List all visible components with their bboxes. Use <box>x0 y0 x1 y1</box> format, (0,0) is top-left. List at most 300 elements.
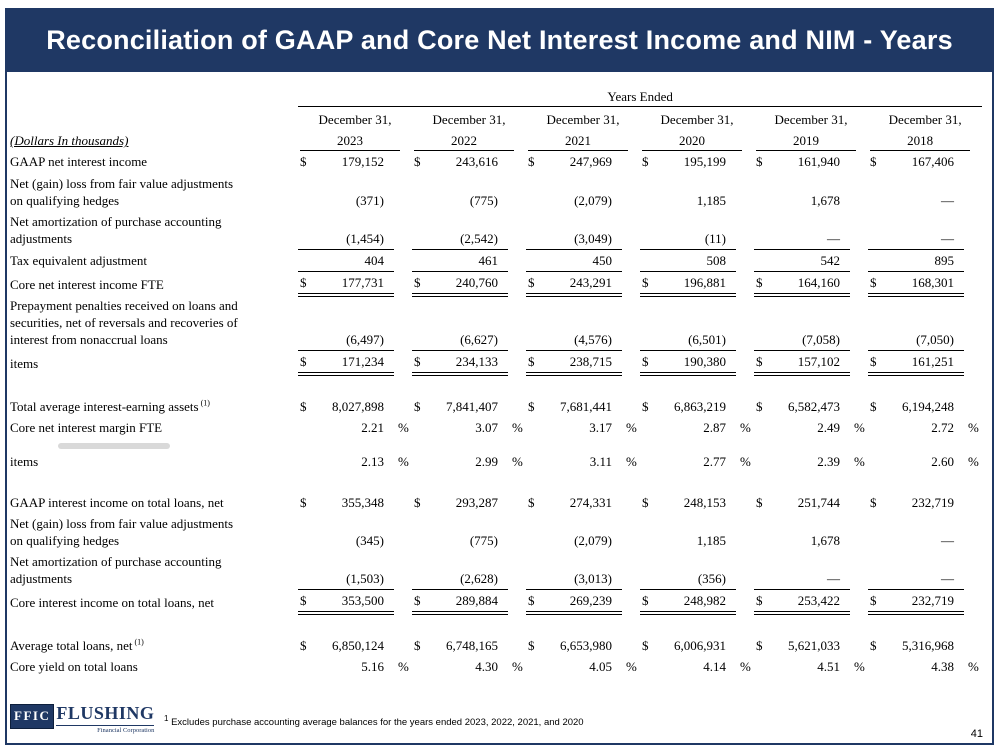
percent-cell <box>736 249 754 271</box>
value-cell: 238,715 <box>544 351 622 375</box>
value-cell: 2.99 <box>475 453 498 469</box>
footnote-marker: 1 <box>164 713 169 723</box>
currency-cell: $ <box>640 589 658 613</box>
row-label: Core yield on total loans <box>10 659 138 675</box>
percent-cell <box>508 295 526 350</box>
percent-cell <box>394 396 412 417</box>
value-cell: 161,251 <box>886 351 964 375</box>
value-cell: 461 <box>430 249 508 271</box>
value-cell: 6,006,931 <box>674 638 726 654</box>
value-cell: 171,234 <box>316 351 394 375</box>
percent-cell: % <box>968 659 979 675</box>
currency-cell: $ <box>298 589 316 613</box>
logo-wordmark <box>56 704 154 734</box>
row-label: items <box>10 356 39 372</box>
currency-cell: $ <box>868 589 886 613</box>
currency-cell: $ <box>642 154 649 170</box>
currency-cell <box>868 295 886 350</box>
percent-cell <box>622 513 640 551</box>
value-cell: (4,576) <box>544 295 622 350</box>
percent-cell <box>622 271 640 295</box>
currency-cell: $ <box>756 154 763 170</box>
value-cell: 2.21 <box>361 420 384 436</box>
currency-cell <box>298 211 316 249</box>
spacer-row <box>10 613 982 635</box>
currency-cell: $ <box>412 271 430 295</box>
year-header <box>526 130 640 151</box>
value-cell: 157,102 <box>772 351 850 375</box>
percent-cell <box>622 635 640 656</box>
currency-cell <box>640 173 658 211</box>
percent-cell <box>622 211 640 249</box>
percent-cell <box>850 513 868 551</box>
currency-cell: $ <box>756 494 763 510</box>
logo-subtitle: Financial Corporation <box>56 725 154 734</box>
row-label: Net amortization of purchase accounting adjustments <box>10 554 222 587</box>
percent-cell <box>736 492 754 513</box>
value-cell: 8,027,898 <box>332 399 384 415</box>
year-label: 2019 <box>756 132 856 151</box>
currency-cell <box>412 295 430 350</box>
value-cell: (2,628) <box>430 551 508 589</box>
currency-cell: $ <box>640 351 658 375</box>
company-logo <box>10 704 154 734</box>
percent-cell <box>850 271 868 295</box>
value-cell: 190,380 <box>658 351 736 375</box>
percent-cell <box>850 211 868 249</box>
currency-cell <box>640 417 658 438</box>
value-cell: 177,731 <box>316 271 394 295</box>
currency-cell <box>298 417 316 438</box>
percent-cell: % <box>626 453 637 469</box>
value-cell: (2,079) <box>574 532 612 548</box>
row-label: Core net interest income FTE <box>10 276 164 292</box>
percent-cell <box>508 635 526 656</box>
redaction-artifact <box>58 443 170 449</box>
percent-cell <box>964 551 982 589</box>
row-label: GAAP interest income on total loans, net <box>10 494 224 510</box>
row-label: Average total loans, net $^{(1)}$ <box>10 637 144 654</box>
footnote-text: Excludes purchase accounting average balances for the years ended 2023, 2022, 2021, and 2020 <box>171 717 584 728</box>
currency-cell: $ <box>756 638 763 654</box>
percent-cell <box>964 351 982 375</box>
percent-cell <box>736 396 754 417</box>
percent-cell <box>394 635 412 656</box>
year-header <box>412 130 526 151</box>
currency-cell <box>526 417 544 438</box>
currency-cell: $ <box>640 271 658 295</box>
percent-cell <box>394 351 412 375</box>
value-cell: 895 <box>886 249 964 271</box>
spacer-row <box>10 374 982 396</box>
percent-cell <box>508 396 526 417</box>
percent-cell <box>508 492 526 513</box>
currency-cell <box>868 551 886 589</box>
percent-cell <box>394 295 412 350</box>
value-cell: 251,744 <box>797 494 840 510</box>
page-number: 41 <box>970 728 983 740</box>
value-cell: 168,301 <box>886 271 964 295</box>
currency-cell: $ <box>300 154 307 170</box>
percent-cell <box>508 513 526 551</box>
value-cell: 5,316,968 <box>902 638 954 654</box>
date-header: December 31, <box>888 112 962 128</box>
currency-cell: $ <box>642 638 649 654</box>
currency-cell <box>868 513 886 551</box>
percent-cell <box>394 551 412 589</box>
value-cell: (1,454) <box>316 211 394 249</box>
percent-cell <box>850 635 868 656</box>
empty-corner-cell <box>10 86 298 107</box>
currency-cell <box>412 551 430 589</box>
value-cell: 1,678 <box>810 532 840 548</box>
value-cell: 5.16 <box>361 659 384 675</box>
value-cell: (6,627) <box>430 295 508 350</box>
currency-cell <box>526 295 544 350</box>
value-cell: (371) <box>355 192 384 208</box>
value-cell: 4.38 <box>931 659 954 675</box>
currency-cell <box>298 439 316 472</box>
percent-cell: % <box>512 453 523 469</box>
percent-cell <box>394 513 412 551</box>
percent-cell <box>964 589 982 613</box>
value-cell: 248,153 <box>683 494 726 510</box>
date-row <box>10 107 982 131</box>
currency-cell <box>526 656 544 677</box>
value-cell: (775) <box>469 532 498 548</box>
value-cell: — <box>772 551 850 589</box>
value-cell: 404 <box>316 249 394 271</box>
year-label: 2020 <box>642 132 742 151</box>
row-label: Tax equivalent adjustment <box>10 253 147 269</box>
percent-cell <box>622 151 640 172</box>
percent-cell <box>850 551 868 589</box>
currency-cell <box>412 211 430 249</box>
value-cell: 179,152 <box>341 154 384 170</box>
value-cell: 1,185 <box>696 192 726 208</box>
percent-cell: % <box>398 659 409 675</box>
percent-cell <box>394 589 412 613</box>
percent-cell <box>736 173 754 211</box>
percent-cell <box>964 151 982 172</box>
footnote <box>164 713 584 728</box>
percent-cell <box>622 351 640 375</box>
currency-cell <box>298 656 316 677</box>
percent-cell <box>964 635 982 656</box>
value-cell: 234,133 <box>430 351 508 375</box>
value-cell: 450 <box>544 249 622 271</box>
currency-cell <box>526 249 544 271</box>
value-cell: 253,422 <box>772 589 850 613</box>
percent-cell <box>508 589 526 613</box>
currency-cell <box>754 513 772 551</box>
value-cell: (1,503) <box>316 551 394 589</box>
currency-cell <box>754 295 772 350</box>
currency-cell <box>298 513 316 551</box>
currency-cell <box>640 211 658 249</box>
title-bar <box>5 8 994 72</box>
logo-company-name: FLUSHING <box>56 703 155 724</box>
value-cell: 232,719 <box>886 589 964 613</box>
percent-cell <box>508 211 526 249</box>
percent-cell <box>964 492 982 513</box>
percent-cell <box>736 635 754 656</box>
value-cell: (356) <box>658 551 736 589</box>
row-label: Net amortization of purchase accounting adjustments <box>10 213 222 247</box>
percent-cell <box>508 249 526 271</box>
currency-cell <box>526 513 544 551</box>
currency-cell <box>298 295 316 350</box>
currency-cell: $ <box>298 351 316 375</box>
currency-cell <box>868 211 886 249</box>
value-cell: 6,582,473 <box>788 399 840 415</box>
percent-cell: % <box>854 659 865 675</box>
value-cell: 7,841,407 <box>446 399 498 415</box>
value-cell: — <box>886 551 964 589</box>
currency-cell <box>754 249 772 271</box>
percent-cell: % <box>626 659 637 675</box>
percent-cell <box>508 173 526 211</box>
value-cell: 2.72 <box>931 420 954 436</box>
percent-cell: % <box>626 420 637 436</box>
percent-cell <box>736 271 754 295</box>
currency-cell: $ <box>754 589 772 613</box>
currency-cell: $ <box>414 494 421 510</box>
percent-cell <box>508 351 526 375</box>
value-cell: 4.30 <box>475 659 498 675</box>
currency-cell <box>868 656 886 677</box>
percent-cell: % <box>398 453 409 469</box>
currency-cell: $ <box>642 399 649 415</box>
dollars-in-thousands-label: (Dollars In thousands) <box>10 133 129 149</box>
percent-cell <box>394 271 412 295</box>
row-label: Net (gain) loss from fair value adjustments on qualifying hedges <box>10 515 234 548</box>
percent-cell <box>964 396 982 417</box>
currency-cell: $ <box>754 271 772 295</box>
percent-cell <box>622 589 640 613</box>
value-cell: 1,678 <box>810 192 840 208</box>
value-cell: 7,681,441 <box>560 399 612 415</box>
percent-cell <box>850 351 868 375</box>
currency-cell <box>640 295 658 350</box>
financial-table <box>10 86 982 677</box>
currency-cell: $ <box>300 494 307 510</box>
currency-cell <box>868 439 886 472</box>
currency-cell <box>754 439 772 472</box>
value-cell: (2,542) <box>430 211 508 249</box>
year-header <box>868 130 982 151</box>
percent-cell <box>394 211 412 249</box>
currency-cell <box>526 439 544 472</box>
value-cell: 240,760 <box>430 271 508 295</box>
value-cell: 6,653,980 <box>560 638 612 654</box>
logo-ffic-mark: FFIC <box>10 704 54 729</box>
currency-cell: $ <box>526 351 544 375</box>
value-cell: 243,616 <box>455 154 498 170</box>
currency-cell: $ <box>870 494 877 510</box>
percent-cell: % <box>968 453 979 469</box>
value-cell: 274,331 <box>569 494 612 510</box>
percent-cell <box>964 211 982 249</box>
year-label: 2021 <box>528 132 628 151</box>
currency-cell: $ <box>642 494 649 510</box>
value-cell: — <box>941 192 954 208</box>
percent-cell <box>850 173 868 211</box>
currency-cell <box>868 173 886 211</box>
percent-cell <box>964 173 982 211</box>
value-cell: 4.05 <box>589 659 612 675</box>
percent-cell <box>622 396 640 417</box>
row-label: items <box>10 439 298 472</box>
value-cell: 5,621,033 <box>788 638 840 654</box>
date-header: December 31, <box>660 112 734 128</box>
year-label: 2022 <box>414 132 514 151</box>
currency-cell <box>640 249 658 271</box>
value-cell: 6,194,248 <box>902 399 954 415</box>
currency-cell <box>412 656 430 677</box>
value-cell: 353,500 <box>316 589 394 613</box>
row-label: Core interest income on total loans, net <box>10 594 214 610</box>
value-cell: 196,881 <box>658 271 736 295</box>
table-container <box>10 86 986 677</box>
value-cell: 2.13 <box>361 453 384 469</box>
value-cell: 2.39 <box>817 453 840 469</box>
percent-cell: % <box>740 420 751 436</box>
percent-cell <box>736 151 754 172</box>
currency-cell: $ <box>868 271 886 295</box>
value-cell: 6,748,165 <box>446 638 498 654</box>
percent-cell <box>850 249 868 271</box>
percent-cell <box>850 295 868 350</box>
year-label: 2018 <box>870 132 970 151</box>
percent-cell: % <box>854 453 865 469</box>
currency-cell <box>412 513 430 551</box>
row-label: Prepayment penalties received on loans and securities, net of reversals and recoveries of interest from nonaccrual loans <box>10 298 238 348</box>
currency-cell: $ <box>868 351 886 375</box>
currency-cell: $ <box>412 351 430 375</box>
currency-cell: $ <box>300 399 307 415</box>
year-row <box>10 130 982 151</box>
percent-cell <box>736 351 754 375</box>
value-cell: 167,406 <box>911 154 954 170</box>
percent-cell <box>850 492 868 513</box>
years-ended-label: Years Ended <box>298 86 982 107</box>
percent-cell <box>394 173 412 211</box>
value-cell: (345) <box>355 532 384 548</box>
value-cell: 2.49 <box>817 420 840 436</box>
currency-cell: $ <box>414 154 421 170</box>
currency-cell <box>298 551 316 589</box>
currency-cell: $ <box>528 638 535 654</box>
value-cell: 2.77 <box>703 453 726 469</box>
row-label: GAAP net interest income <box>10 154 148 170</box>
currency-cell <box>868 417 886 438</box>
year-label: 2023 <box>300 132 400 151</box>
percent-cell <box>736 551 754 589</box>
currency-cell <box>298 249 316 271</box>
value-cell: (775) <box>469 192 498 208</box>
percent-cell: % <box>968 420 979 436</box>
percent-cell <box>736 295 754 350</box>
footnote-reference: (1) <box>198 398 210 408</box>
value-cell: 4.51 <box>817 659 840 675</box>
percent-cell <box>394 249 412 271</box>
currency-cell <box>298 173 316 211</box>
value-cell: 508 <box>658 249 736 271</box>
row-label: Net (gain) loss from fair value adjustments on qualifying hedges <box>10 175 234 208</box>
percent-cell <box>508 151 526 172</box>
currency-cell: $ <box>414 399 421 415</box>
currency-cell <box>754 656 772 677</box>
percent-cell <box>850 589 868 613</box>
value-cell: (11) <box>658 211 736 249</box>
currency-cell <box>754 551 772 589</box>
currency-cell <box>868 249 886 271</box>
percent-cell <box>622 295 640 350</box>
percent-cell <box>736 211 754 249</box>
year-header <box>298 130 412 151</box>
percent-cell <box>508 551 526 589</box>
value-cell: 1,185 <box>696 532 726 548</box>
page-title: Reconciliation of GAAP and Core Net Interest Income and NIM - Years <box>46 24 953 55</box>
value-cell: 3.07 <box>475 420 498 436</box>
currency-cell: $ <box>298 271 316 295</box>
empty-cell <box>10 107 298 131</box>
year-header <box>640 130 754 151</box>
value-cell: 542 <box>772 249 850 271</box>
percent-cell <box>622 249 640 271</box>
row-label: Total average interest-earning assets $^{(1)}$ <box>10 398 210 415</box>
percent-cell <box>736 513 754 551</box>
value-cell: (6,497) <box>316 295 394 350</box>
date-header: December 31, <box>318 112 392 128</box>
value-cell: 6,850,124 <box>332 638 384 654</box>
value-cell: 289,884 <box>430 589 508 613</box>
value-cell: (7,050) <box>886 295 964 350</box>
percent-cell <box>622 551 640 589</box>
value-cell: (7,058) <box>772 295 850 350</box>
percent-cell <box>508 271 526 295</box>
currency-cell <box>412 417 430 438</box>
percent-cell <box>622 492 640 513</box>
value-cell: 161,940 <box>797 154 840 170</box>
percent-cell: % <box>398 420 409 436</box>
currency-cell <box>526 211 544 249</box>
percent-cell: % <box>740 659 751 675</box>
value-cell: — <box>772 211 850 249</box>
value-cell: 3.17 <box>589 420 612 436</box>
currency-cell <box>640 439 658 472</box>
value-cell: (6,501) <box>658 295 736 350</box>
currency-cell: $ <box>870 154 877 170</box>
currency-cell <box>412 249 430 271</box>
value-cell: 164,160 <box>772 271 850 295</box>
percent-cell: % <box>512 420 523 436</box>
percent-cell <box>394 492 412 513</box>
currency-cell: $ <box>526 271 544 295</box>
value-cell: 247,969 <box>569 154 612 170</box>
value-cell: 355,348 <box>341 494 384 510</box>
spacer-row <box>10 472 982 492</box>
value-cell: 2.87 <box>703 420 726 436</box>
value-cell: (2,079) <box>574 192 612 208</box>
currency-cell: $ <box>870 638 877 654</box>
value-cell: — <box>941 532 954 548</box>
percent-cell: % <box>854 420 865 436</box>
date-header: December 31, <box>546 112 620 128</box>
currency-cell <box>754 417 772 438</box>
currency-cell: $ <box>528 494 535 510</box>
